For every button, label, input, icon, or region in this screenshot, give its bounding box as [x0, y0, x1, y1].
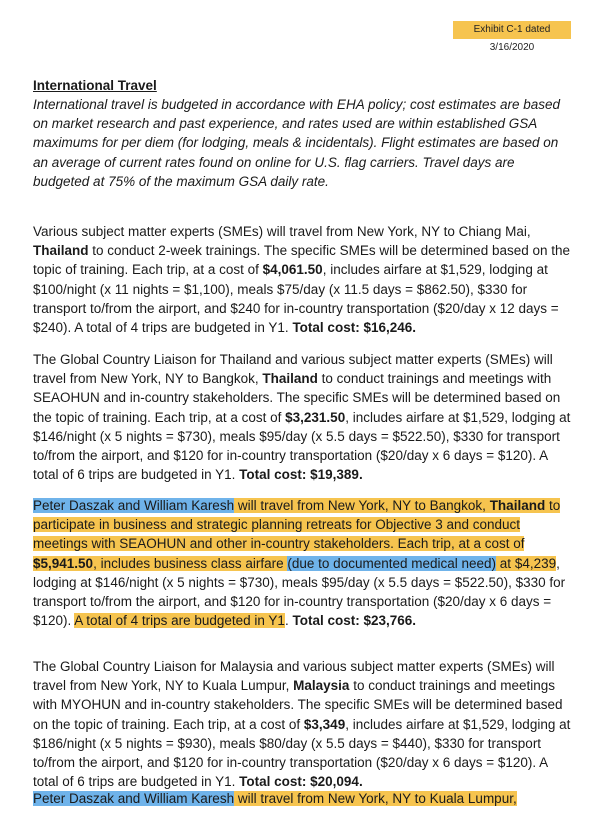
p3-text-c: , includes business class airfare: [93, 555, 288, 571]
p4-text-a: The Global Country Liaison for Malaysia and various subject matter experts (SMEs) will travel from New York, NY to Kuala Lumpur,: [33, 659, 555, 694]
p3-names-highlight: Peter Daszak and William Karesh: [33, 498, 235, 513]
p5-text-a: will travel from New York, NY to Kuala Lumpur,: [234, 791, 517, 806]
p4-total: Total cost: $20,094.: [239, 774, 363, 790]
paragraph-bangkok-retreat: [33, 496, 573, 630]
p1-text-a: Various subject matter experts (SMEs) will travel from New York, NY to Chiang Mai,: [33, 224, 531, 239]
intro-paragraph: International travel is budgeted in accordance with EHA policy; cost estimates are based on market research and past experience, and rates used are within established GSA maximums for per diem (for lodging, meals & incidentals). Flight estimates are based on an average of current rates found on online for U.S. flag carriers. Travel days are budgeted at 75% of the maximum GSA daily rate.: [33, 97, 561, 189]
p3-country: Thailand: [489, 498, 546, 513]
p2-text-a: The Global Country Liaison for Thailand and various subject matter experts (SMEs) will travel from New York, NY to Bangkok,: [33, 352, 553, 387]
p3-cost: $5,941.50: [33, 555, 94, 571]
p2-cost: $3,231.50: [285, 409, 346, 425]
paragraph-chiang-mai: [33, 222, 573, 337]
p4-cost: $3,349: [303, 716, 346, 732]
p3-text-b: to participate in business and strategic planning retreats for Objective 3 and conduct meetings with SEAOHUN and other in-country stakeholders. Each trip, at a cost of: [33, 498, 561, 552]
p4-country: Malaysia: [293, 678, 350, 694]
p3-text-a: will travel from New York, NY to Bangkok,: [234, 498, 490, 513]
p2-text-b: to conduct trainings and meetings with SEAOHUN and in-country stakeholders. The specific SMEs will be determined based on the topic of training. Each trip, at a cost of: [33, 371, 561, 425]
section-heading: International Travel: [33, 78, 157, 93]
p2-text-c: , includes airfare at $1,529, lodging at $146/night (x 5 nights = $730), meals $95/day (x 5.5 days = $522.50), $330 for transport to/from the airport, and $120 for in-country transportation ($20/day x 6 days = $120). A total of 6 trips are budgeted in Y1.: [33, 409, 571, 483]
p1-total: Total cost: $16,246.: [292, 320, 416, 336]
p3-airfare: $4,239: [514, 555, 557, 571]
p3-total: Total cost: $23,766.: [292, 613, 417, 629]
p3-text-f: .: [284, 613, 293, 629]
p3-trips-highlight: A total of 4 trips are budgeted in Y1: [74, 613, 285, 629]
p2-country: Thailand: [262, 371, 318, 387]
p5-names-highlight: Peter Daszak and William Karesh: [33, 791, 235, 806]
p3-text-d: at: [496, 555, 515, 571]
p1-country: Thailand: [33, 243, 89, 259]
p1-cost: $4,061.50: [262, 262, 323, 278]
p2-total: Total cost: $19,389.: [239, 467, 363, 483]
p3-text-e: , lodging at $146/night (x 5 nights = $730), meals $95/day (x 5.5 days = $522.50), $330 for transport to/from the airport, and $120 for in-country transportation ($20/day x 6 days = $120).: [33, 555, 566, 629]
exhibit-tag: Exhibit C-1 dated 3/16/2020: [453, 21, 571, 39]
p4-text-c: , includes airfare at $1,529, lodging at $186/night (x 5 nights = $930), meals $80/day (x 5.5 days = $440), $330 for transport to/from the airport, and $120 for in-country transportation ($20/day x 6 days = $120). A total of 6 trips are budgeted in Y1.: [33, 716, 571, 790]
section-intro: [33, 76, 573, 191]
p1-text-b: to conduct 2-week trainings. The specific SMEs will be determined based on the topic of training. Each trip, at a cost of: [33, 243, 571, 278]
paragraph-kuala-lumpur-retreat: [33, 789, 573, 808]
p4-text-b: to conduct trainings and meetings with MYOHUN and in-country stakeholders. The specific SMEs will be determined based on the topic of training. Each trip, at a cost of: [33, 678, 563, 732]
p1-text-c: , includes airfare at $1,529, lodging at $100/night (x 11 nights = $1,100), meals $75/day (x 11.5 days = $862.50), $330 for transport to/from the airport, and $240 for in-country transportation ($20/day x 12 days = $240). A total of 4 trips are budgeted in Y1.: [33, 262, 559, 336]
paragraph-bangkok-sme: [33, 350, 573, 484]
paragraph-kuala-lumpur: [33, 657, 573, 791]
p3-medical-highlight: (due to documented medical need): [287, 555, 497, 571]
